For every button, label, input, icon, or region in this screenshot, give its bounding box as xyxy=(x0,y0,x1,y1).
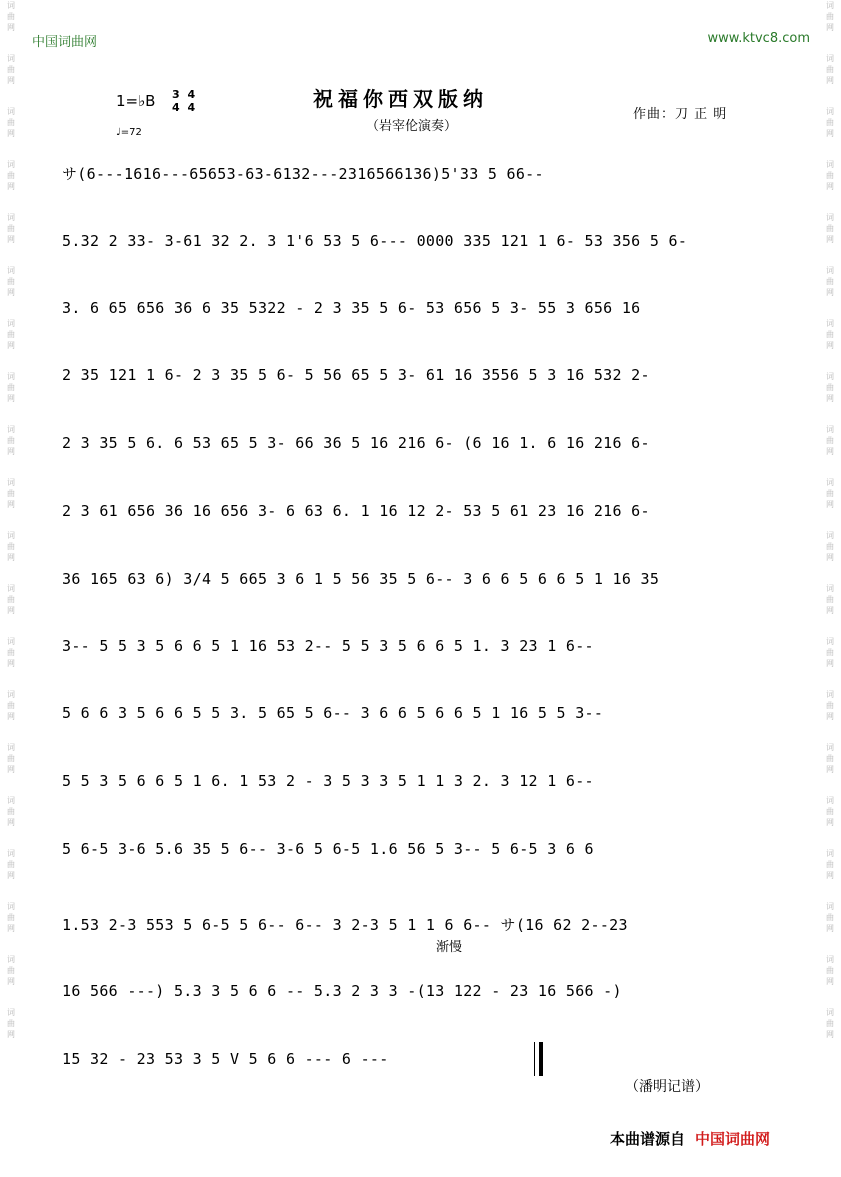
tempo-annotation-slow: 渐慢 xyxy=(436,940,463,955)
notation-line: 3. 6 65 656 36 6 35 5322 - 2 3 35 5 6- 53 656 5 3- 55 3 656 16 xyxy=(62,299,641,317)
watermark-text: 词 曲 网 xyxy=(7,319,15,350)
watermark-text: 词 曲 网 xyxy=(7,637,15,668)
tempo-marking: ♩=72 xyxy=(116,127,142,138)
watermark-text: 词 曲 网 xyxy=(7,266,15,297)
notation-line: 36 165 63 6) 3/4 5 665 3 6 1 5 56 35 5 6-- 3 6 6 5 6 6 5 1 16 35 xyxy=(62,570,660,588)
notation-line: 5 5 3 5 6 6 5 1 6. 1 53 2 - 3 5 3 3 5 1 1 3 2. 3 12 1 6-- xyxy=(62,772,594,790)
watermark-text: 词 曲 网 xyxy=(826,372,834,403)
footer-source xyxy=(610,1128,770,1149)
watermark-text: 词 曲 网 xyxy=(826,54,834,85)
left-watermark-strip xyxy=(0,0,22,1177)
watermark-text: 词 曲 网 xyxy=(826,107,834,138)
notation-line: 5 6 6 3 5 6 6 5 5 3. 5 65 5 6-- 3 6 6 5 6 6 5 1 16 5 5 3-- xyxy=(62,704,604,722)
key-signature: 1=♭B xyxy=(116,92,156,110)
watermark-text: 词 曲 网 xyxy=(7,372,15,403)
notation-line: 3-- 5 5 3 5 6 6 5 1 16 53 2-- 5 5 3 5 6 6 5 1. 3 23 1 6-- xyxy=(62,637,594,655)
watermark-text: 词 曲 网 xyxy=(7,1008,15,1039)
watermark-text: 词 曲 网 xyxy=(826,425,834,456)
notation-line: サ(6---1616---65653-63-6132---2316566136)5'33 5 66-- xyxy=(62,165,544,183)
watermark-text: 词 曲 网 xyxy=(7,584,15,615)
watermark-text: 词 曲 网 xyxy=(826,213,834,244)
watermark-text: 词 曲 网 xyxy=(826,955,834,986)
watermark-text: 词 曲 网 xyxy=(826,743,834,774)
watermark-text: 词 曲 网 xyxy=(826,584,834,615)
watermark-text: 词 曲 网 xyxy=(826,160,834,191)
watermark-text: 词 曲 网 xyxy=(7,955,15,986)
notation-line: 2 35 121 1 6- 2 3 35 5 6- 5 56 65 5 3- 61 16 3556 5 3 16 532 2- xyxy=(62,366,650,384)
score-title: 祝福你西双版纳 xyxy=(313,87,488,111)
footer-source-brand: 中国词曲网 xyxy=(695,1130,771,1148)
notation-line: 15 32 - 23 53 3 5 V 5 6 6 --- 6 --- xyxy=(62,1050,389,1068)
watermark-text: 词 曲 网 xyxy=(7,1,15,32)
notation-line: 5 6-5 3-6 5.6 35 5 6-- 3-6 5 6-5 1.6 56 5 3-- 5 6-5 3 6 6 xyxy=(62,840,594,858)
watermark-text: 词 曲 网 xyxy=(826,1008,834,1039)
site-url-header: www.ktvc8.com xyxy=(707,31,810,46)
watermark-text: 词 曲 网 xyxy=(7,690,15,721)
notation-line: 5.32 2 33- 3-61 32 2. 3 1'6 53 5 6--- 0000 335 121 1 6- 53 356 5 6- xyxy=(62,232,688,250)
notation-line: 2 3 61 656 36 16 656 3- 6 63 6. 1 16 12 2- 53 5 61 23 16 216 6- xyxy=(62,502,650,520)
composer-credit: 作曲：刀 正 明 xyxy=(633,107,728,122)
watermark-text: 词 曲 网 xyxy=(826,266,834,297)
watermark-text: 词 曲 网 xyxy=(7,531,15,562)
watermark-text: 词 曲 网 xyxy=(826,690,834,721)
watermark-text: 词 曲 网 xyxy=(826,849,834,880)
watermark-text: 词 曲 网 xyxy=(7,743,15,774)
time-signature: 3 4 4 4 xyxy=(172,88,198,114)
watermark-text: 词 曲 网 xyxy=(826,902,834,933)
watermark-text: 词 曲 网 xyxy=(826,319,834,350)
notation-line: 16 566 ---) 5.3 3 5 6 6 -- 5.3 2 3 3 -(13 122 - 23 16 566 -) xyxy=(62,982,622,1000)
watermark-text: 词 曲 网 xyxy=(7,107,15,138)
site-name-header: 中国词曲网 xyxy=(32,35,98,50)
watermark-text: 词 曲 网 xyxy=(7,796,15,827)
watermark-text: 词 曲 网 xyxy=(826,637,834,668)
watermark-text: 词 曲 网 xyxy=(7,425,15,456)
right-watermark-strip xyxy=(819,0,841,1177)
watermark-text: 词 曲 网 xyxy=(826,478,834,509)
watermark-text: 词 曲 网 xyxy=(7,54,15,85)
watermark-text: 词 曲 网 xyxy=(7,902,15,933)
notation-line: 2 3 35 5 6. 6 53 65 5 3- 66 36 5 16 216 6- (6 16 1. 6 16 216 6- xyxy=(62,434,650,452)
watermark-text: 词 曲 网 xyxy=(826,796,834,827)
watermark-text: 词 曲 网 xyxy=(826,1,834,32)
watermark-text: 词 曲 网 xyxy=(7,849,15,880)
watermark-text: 词 曲 网 xyxy=(826,531,834,562)
final-barline xyxy=(534,1042,543,1076)
watermark-text: 词 曲 网 xyxy=(7,478,15,509)
notation-line: 1.53 2-3 553 5 6-5 5 6-- 6-- 3 2-3 5 1 1 6 6-- サ(16 62 2--23 xyxy=(62,916,628,934)
watermark-text: 词 曲 网 xyxy=(7,213,15,244)
transcriber-credit: （潘明记谱） xyxy=(625,1079,709,1095)
watermark-text: 词 曲 网 xyxy=(7,160,15,191)
footer-source-label: 本曲谱源自 xyxy=(610,1130,686,1148)
score-subtitle: （岩宰伦演奏） xyxy=(366,119,458,134)
